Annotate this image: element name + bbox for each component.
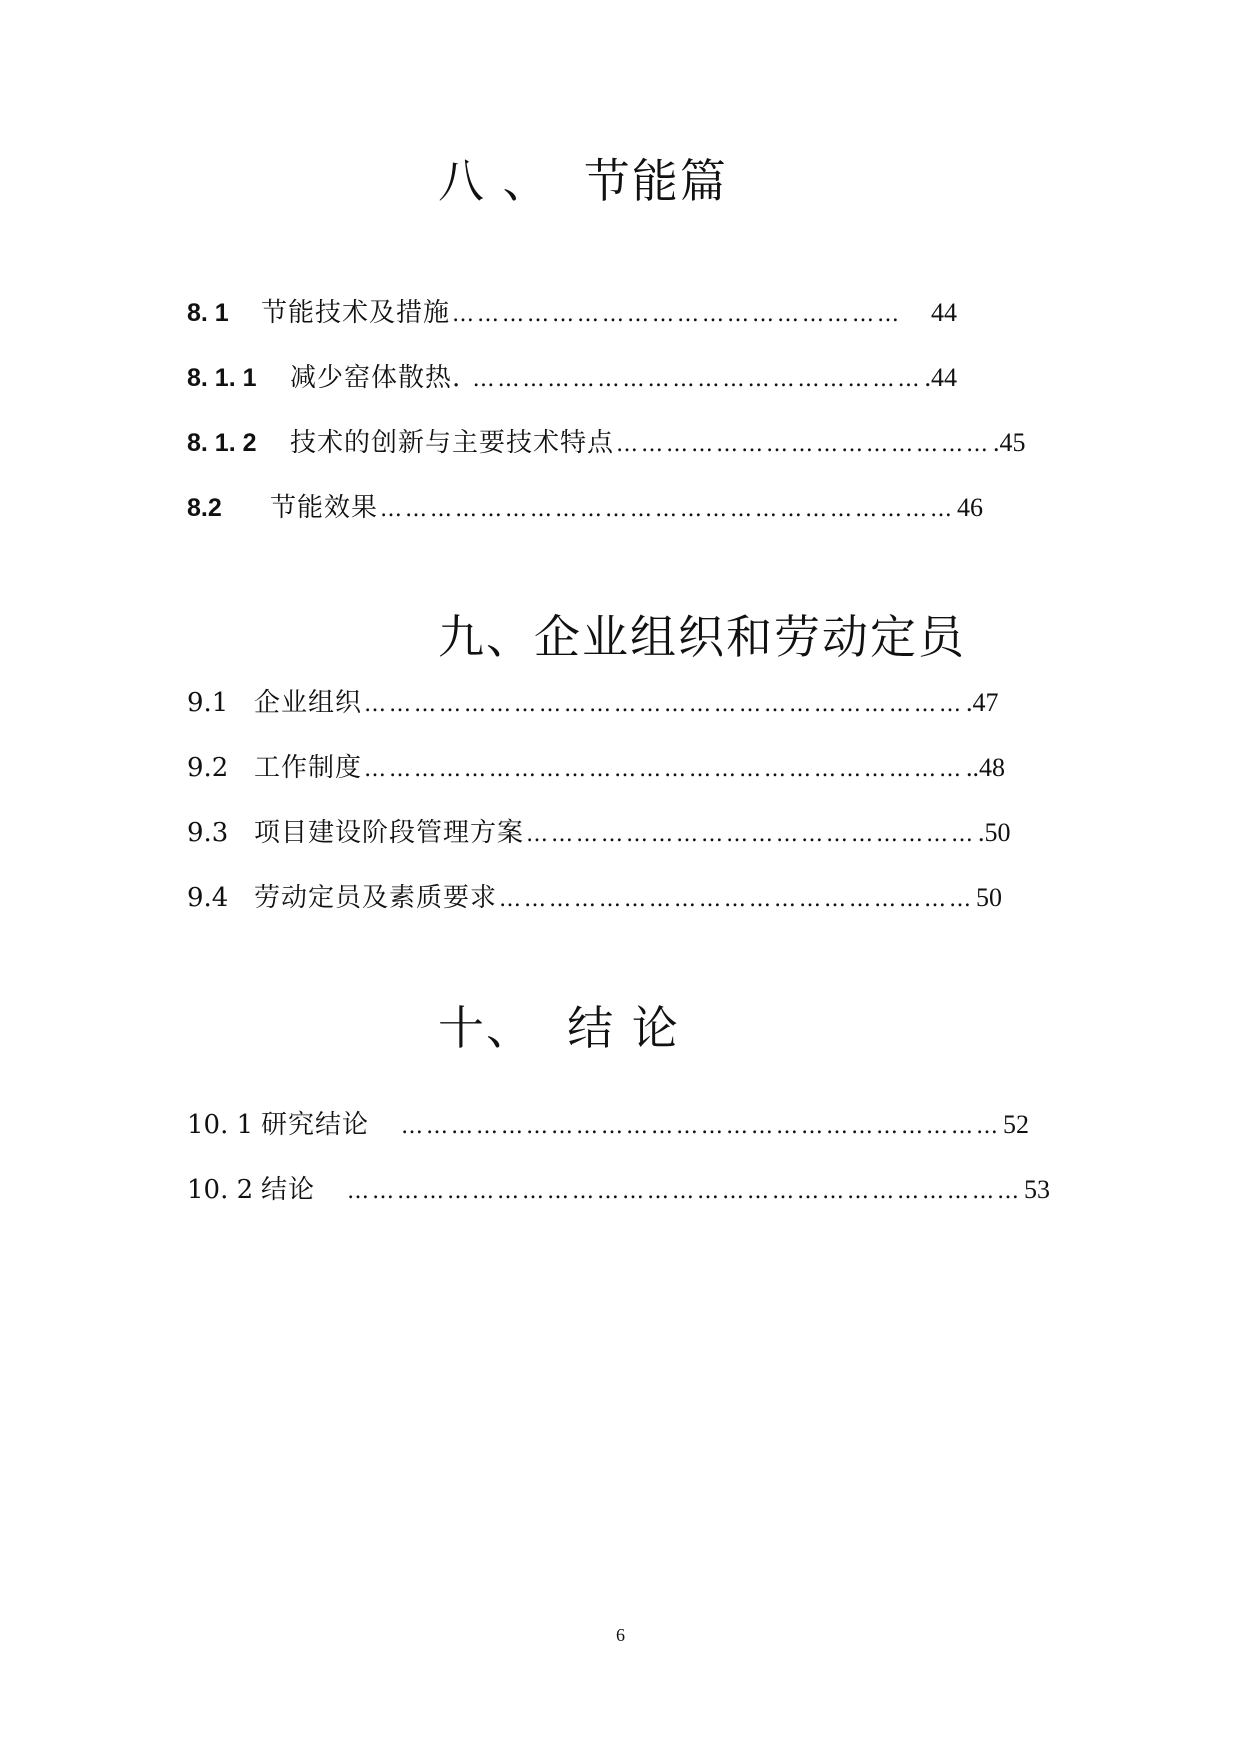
toc-entry-number: 10. 2 <box>187 1175 254 1205</box>
toc-entry-title: 劳动定员及素质要求 <box>254 883 498 913</box>
toc-entry-number: 8. 1. 2 <box>187 429 257 457</box>
toc-entry-title: 减少窑体散热. <box>290 363 471 393</box>
toc-entry-number: 9.3 <box>187 818 229 848</box>
toc-entry-number: 8. 1. 1 <box>187 364 257 392</box>
toc-entry-8-2[interactable] <box>187 491 984 525</box>
toc-entry-page: ..48 <box>966 753 1006 782</box>
toc-dot-leader: ……………………………………………………………………… <box>347 1179 1023 1204</box>
toc-dot-leader: ……………………………………………… <box>452 302 903 327</box>
toc-dot-leader: ……………………………………………………………… <box>364 692 965 717</box>
toc-entry-10-1[interactable] <box>187 1108 1030 1142</box>
toc-entry-10-2[interactable] <box>187 1173 1051 1207</box>
toc-entry-title: 结论 <box>261 1175 316 1205</box>
toc-entry-title: 技术的创新与主要技术特点 <box>290 428 615 458</box>
toc-entry-title: 研究结论 <box>261 1110 370 1140</box>
toc-entry-page: .44 <box>924 363 958 392</box>
toc-entry-9-2[interactable] <box>187 751 1006 785</box>
toc-entry-9-4[interactable] <box>187 881 1003 915</box>
toc-dot-leader: …………………………………………………………… <box>380 497 956 522</box>
toc-dot-leader: ……………………………………………………………… <box>364 757 965 782</box>
toc-entry-8-1-2[interactable] <box>187 426 1026 460</box>
toc-entry-title: 工作制度 <box>254 753 363 783</box>
toc-dot-leader: ……………………………………………… <box>472 367 923 392</box>
section-heading-9: 九、企业组织和劳动定员 <box>438 610 966 664</box>
toc-entry-page: 44 <box>931 298 957 327</box>
toc-entry-number: 9.4 <box>187 883 229 913</box>
toc-entry-9-1[interactable] <box>187 686 999 720</box>
section-heading-10: 十、 结 论 <box>438 1001 680 1055</box>
toc-dot-leader: ……………………………………………………………… <box>401 1114 1002 1139</box>
section-heading-8: 八 、 节能篇 <box>438 154 728 208</box>
toc-dot-leader: ……………………………………………… <box>526 822 977 847</box>
toc-entry-8-1[interactable] <box>187 296 957 330</box>
toc-entry-number: 8. 1 <box>187 299 229 327</box>
page-number: 6 <box>616 1625 625 1645</box>
toc-entry-page: .45 <box>993 428 1026 457</box>
toc-entry-title: 节能效果 <box>270 493 379 523</box>
toc-entry-9-3[interactable] <box>187 816 1011 850</box>
toc-entry-number: 9.2 <box>187 753 229 783</box>
toc-entry-page: 52 <box>1003 1110 1030 1139</box>
toc-entry-number: 10. 1 <box>187 1110 254 1140</box>
toc-entry-number: 8.2 <box>187 494 222 522</box>
toc-dot-leader: ………………………………………………… <box>499 887 975 912</box>
toc-entry-page: .50 <box>978 818 1011 847</box>
toc-entry-8-1-1[interactable] <box>187 361 957 395</box>
toc-entry-title: 节能技术及措施 <box>261 298 451 328</box>
toc-entry-title: 企业组织 <box>254 688 363 718</box>
toc-dot-leader: ……………………………………… <box>616 432 992 457</box>
toc-entry-page: 46 <box>957 493 984 522</box>
toc-entry-title: 项目建设阶段管理方案 <box>254 818 525 848</box>
toc-entry-page: .47 <box>966 688 999 717</box>
toc-entry-page: 53 <box>1024 1175 1051 1204</box>
toc-entry-number: 9.1 <box>187 688 229 718</box>
toc-entry-page: 50 <box>976 883 1003 912</box>
